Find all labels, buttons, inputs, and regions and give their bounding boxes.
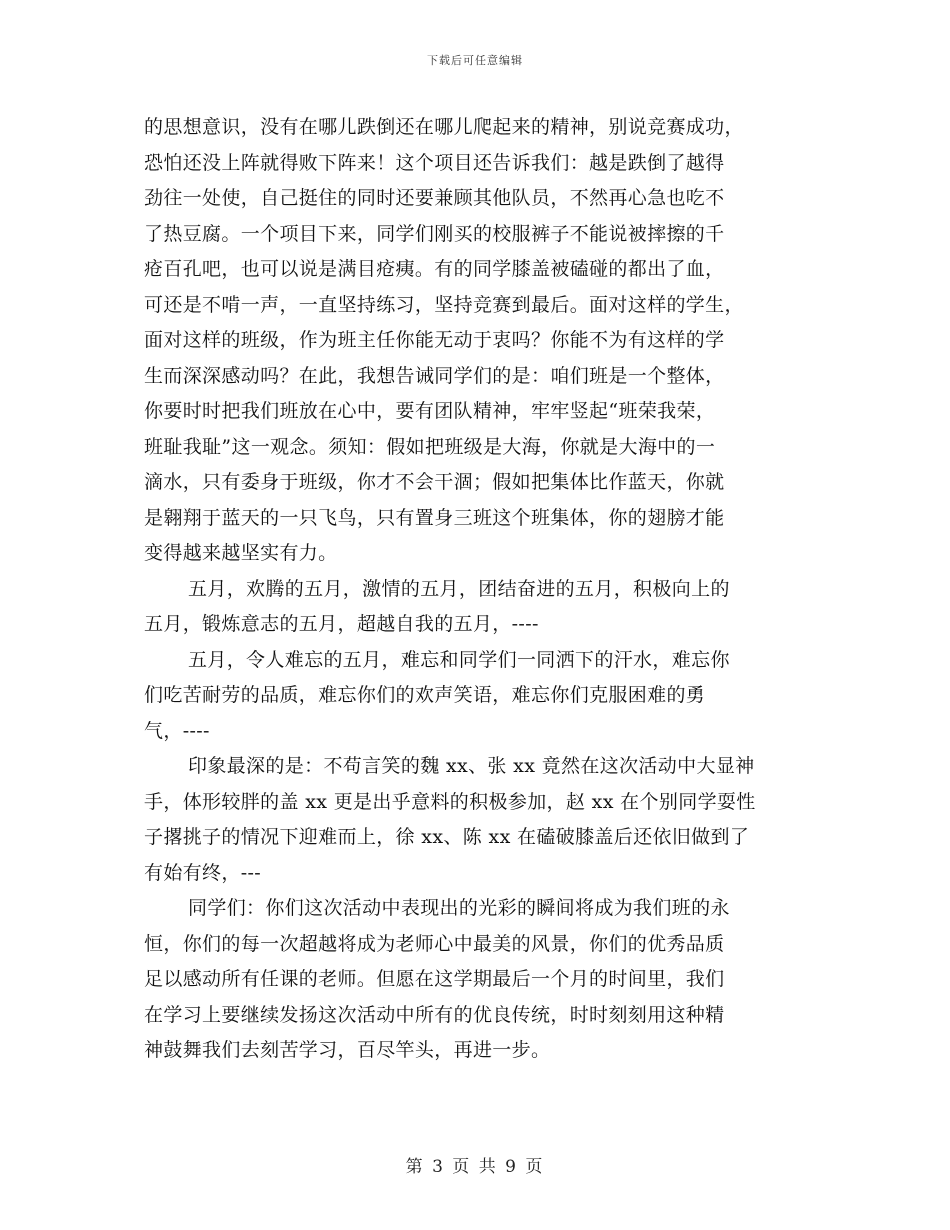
- body-line: 可还是不啃一声，一直坚持练习，坚持竞赛到最后。面对这样的学生，: [144, 293, 744, 316]
- body-line: 是翱翔于蓝天的一只飞鸟，只有置身三班这个班集体，你的翅膀才能: [144, 506, 725, 529]
- page-header-note: 下载后可任意编辑: [427, 54, 523, 67]
- body-line: 足以感动所有任课的老师。但愿在这学期最后一个月的时间里，我们: [144, 968, 725, 990]
- body-line: 恒，你们的每一次超越将成为老师心中最美的风景，你们的优秀品质: [144, 932, 725, 955]
- body-line: 疮百孔吧，也可以说是满目疮痍。有的同学膝盖被磕碰的都出了血，: [144, 258, 725, 280]
- body-line: 有始有终，---: [144, 861, 262, 884]
- page-number-footer: 第 3 页 共 9 页: [405, 1157, 545, 1177]
- body-line: 了热豆腐。一个项目下来，同学们刚买的校服裤子不能说被摔擦的千: [144, 222, 725, 245]
- paragraph-start-line: 印象最深的是：不苟言笑的魏 xx、张 xx 竟然在这次活动中大显神: [188, 755, 755, 777]
- body-line: 神鼓舞我们去刻苦学习，百尽竿头，再进一步。: [144, 1039, 551, 1061]
- body-line: 子撂挑子的情况下迎难而上，徐 xx、陈 xx 在磕破膝盖后还依旧做到了: [144, 826, 750, 848]
- paragraph-start-line: 五月，欢腾的五月，激情的五月，团结奋进的五月，积极向上的: [188, 577, 730, 600]
- body-line: 班耻我耻”这一观念。须知：假如把班级是大海，你就是大海中的一: [144, 435, 716, 458]
- paragraph-start-line: 五月，令人难忘的五月，难忘和同学们一同洒下的汗水，难忘你: [188, 648, 730, 671]
- body-line: 手，体形较胖的盖 xx 更是出乎意料的积极参加，赵 xx 在个别同学耍性: [144, 790, 756, 813]
- body-line: 的思想意识，没有在哪儿跌倒还在哪儿爬起来的精神，别说竞赛成功，: [144, 116, 744, 138]
- body-line: 滴水，只有委身于班级，你才不会干涸；假如把集体比作蓝天，你就: [144, 471, 725, 493]
- body-line: 变得越来越坚实有力。: [144, 542, 338, 564]
- body-line: 劲往一处使，自己挺住的同时还要兼顾其他队员，不然再心急也吃不: [144, 187, 725, 209]
- body-line: 恐怕还没上阵就得败下阵来！这个项目还告诉我们：越是跌倒了越得: [144, 151, 725, 174]
- body-line: 气，----: [144, 719, 210, 742]
- document-body: [144, 110, 808, 1069]
- body-line: 生而深深感动吗？在此，我想告诫同学们的是：咱们班是一个整体，: [144, 364, 725, 387]
- body-line: 在学习上要继续发扬这次活动中所有的优良传统，时时刻刻用这种精: [144, 1003, 725, 1026]
- paragraph-start-line: 同学们：你们这次活动中表现出的光彩的瞬间将成为我们班的永: [188, 897, 730, 919]
- body-line: 五月，锻炼意志的五月，超越自我的五月，----: [144, 613, 539, 635]
- body-line: 们吃苦耐劳的品质，难忘你们的欢声笑语，难忘你们克服困难的勇: [144, 684, 706, 706]
- body-line: 你要时时把我们班放在心中，要有团队精神，牢牢竖起“班荣我荣，: [144, 400, 716, 422]
- body-line: 面对这样的班级，作为班主任你能无动于衷吗？你能不为有这样的学: [144, 329, 725, 351]
